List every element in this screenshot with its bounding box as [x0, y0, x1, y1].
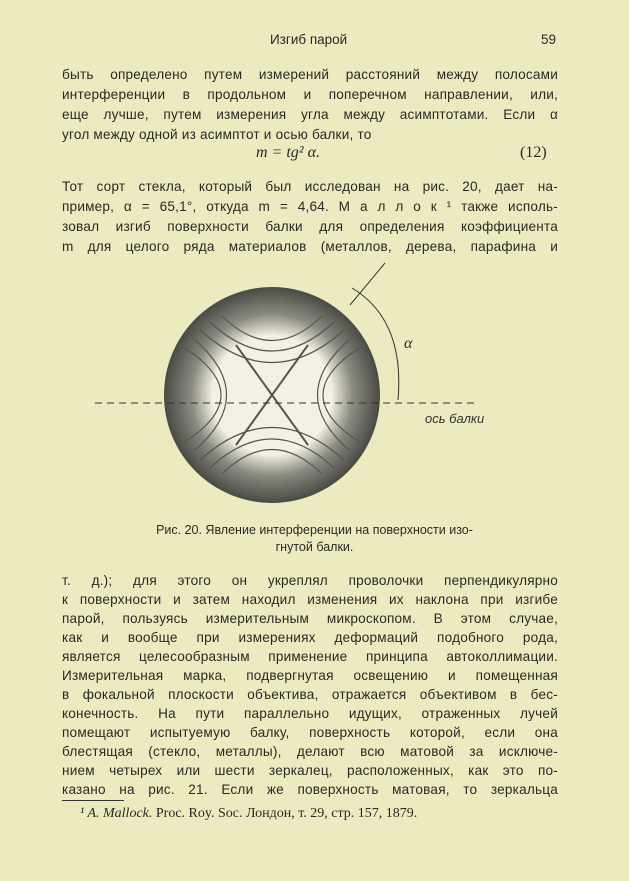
text-line: нием четырех или шести зеркалец, расположенных, как это по- [62, 763, 558, 778]
text-line: еще лучше, путем измерения угла между асимптотами. Если α [62, 107, 558, 122]
text-line: в фокальной плоскости объектива, отражается объективом в бес- [62, 687, 558, 702]
text-line: является целесообразным применение принципа автоколлимации. [62, 649, 558, 664]
text-line: Тот сорт стекла, который был исследован на рис. 20, дает на- [62, 179, 558, 194]
text-line: зовал изгиб поверхности балки для определения коэффициента [62, 219, 558, 234]
equation-number: (12) [520, 144, 547, 161]
figure-caption: Рис. 20. Явление интерференции на поверхности изо- [156, 523, 473, 537]
asymptote-line [350, 263, 385, 305]
footnote-rule [62, 800, 124, 801]
text-line: конечность. На пути параллельно идущих, отраженных лучей [62, 706, 558, 721]
footnote-author: ¹ A. Mallock. [80, 806, 153, 821]
text-line: казано на рис. 21. Если же поверхность матовая, то зеркальца [62, 782, 558, 797]
text-line: т. д.); для этого он укреплял проволочки перпендикулярно [62, 573, 558, 588]
page-number: 59 [541, 32, 557, 47]
footnote-text: Proc. Roy. Soc. Лондон, т. 29, стр. 157, 1879. [155, 806, 418, 821]
text-line: к поверхности и затем находил изменения их наклона при изгибе [62, 592, 558, 607]
axis-label: ось балки [425, 411, 485, 426]
text-line: m для целого ряда материалов (металлов, дерева, парафина и [62, 239, 558, 254]
text-line: как и вообще при измерениях деформаций подобного рода, [62, 630, 558, 645]
text-line: быть определено путем измерений расстояний между полосами [62, 67, 558, 82]
text-line: пример, α = 65,1°, откуда m = 4,64. М а л л о к ¹ также исполь- [62, 199, 558, 214]
text-line: угол между одной из асимптот и осью балки, то [62, 127, 372, 142]
formula: m = tg² α. [256, 144, 320, 161]
alpha-label: α [404, 335, 413, 352]
text-line: блестящая (стекло, металлы), делают всю матовой за исключе- [62, 744, 558, 759]
text-line: интерференции в продольном и поперечном направлении, или, [62, 87, 558, 102]
text-line: парой, пользуясь измерительным микроскопом. В этом случае, [62, 611, 558, 626]
figure-caption: гнутой балки. [275, 540, 354, 554]
running-header: Изгиб парой [270, 32, 348, 47]
text-line: Измерительная марка, подвергнутая освещению и помещенная [62, 668, 558, 683]
footnote [80, 806, 417, 822]
text-line: помещают испытуемую балку, поверхность которой, если она [62, 725, 558, 740]
